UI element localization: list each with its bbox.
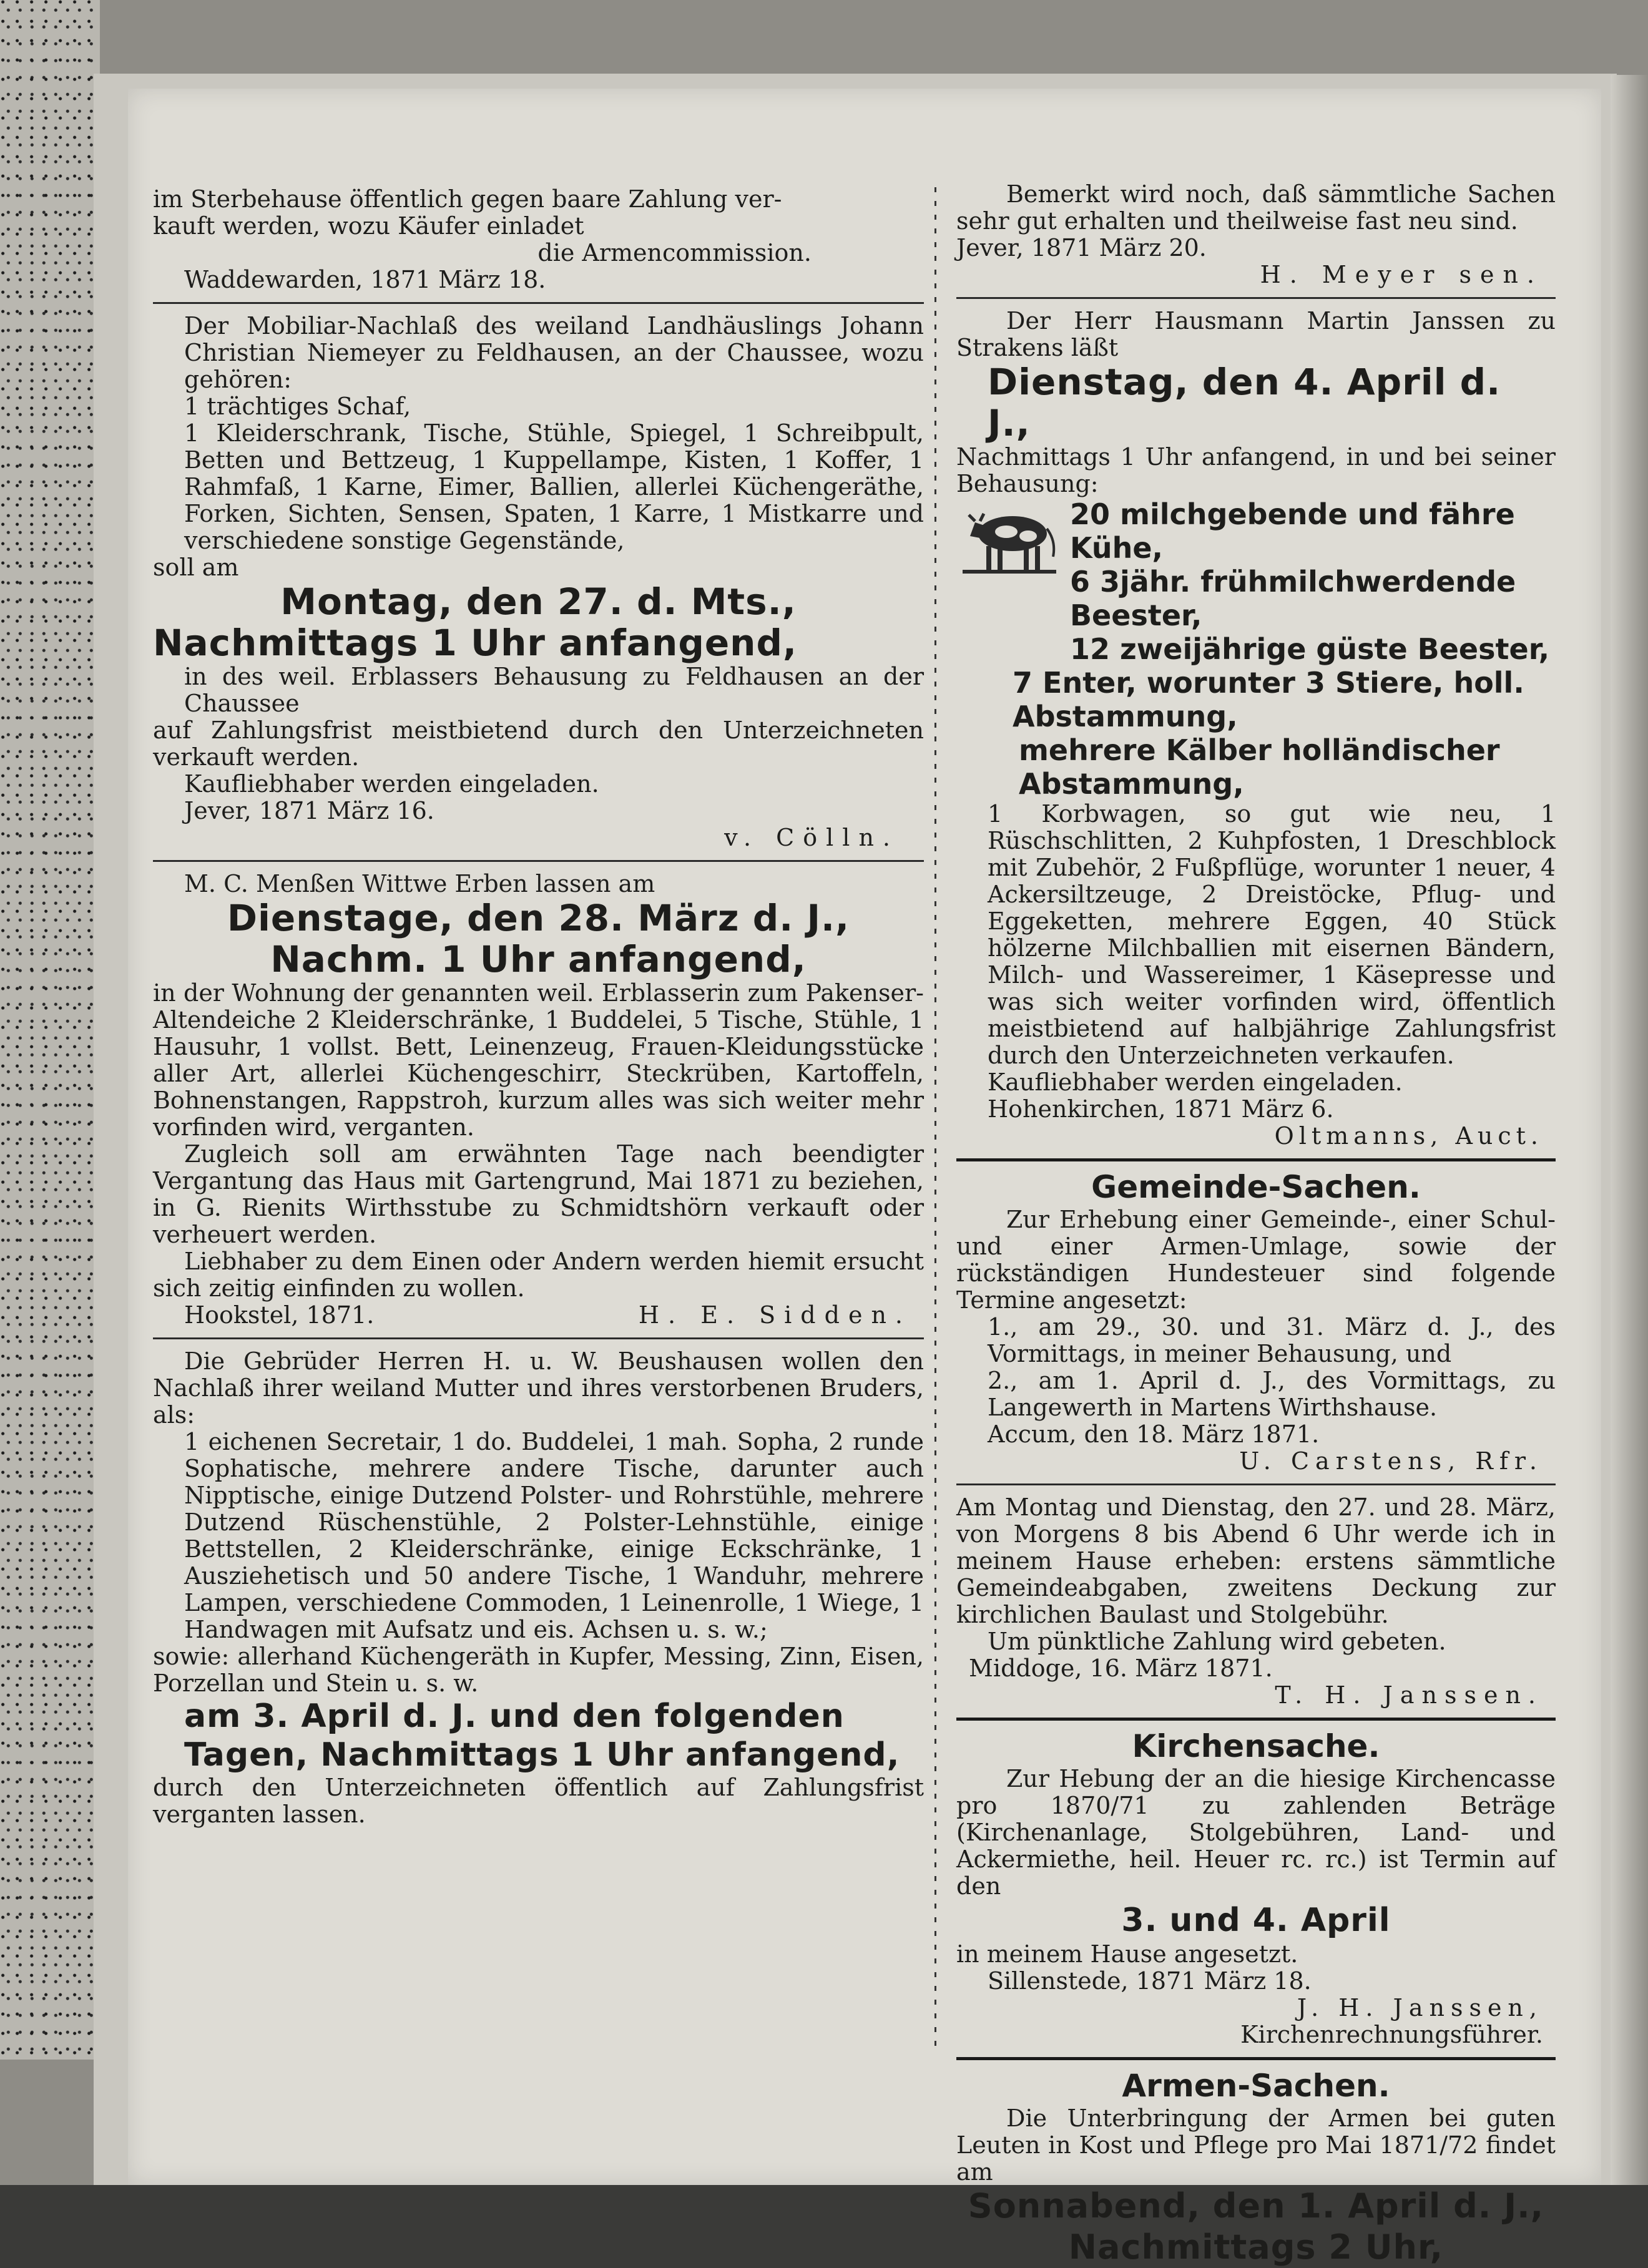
section-gemeinde (956, 1168, 1556, 1475)
ad-invite: Kaufliebhaber werden eingeladen. (184, 770, 599, 798)
section-armen (956, 2066, 1556, 2268)
ad-soll: soll am (153, 554, 239, 581)
ad-body: Liebhaber zu dem Einen oder Andern werden hiemit ersucht sich zeitig einfinden zu wollen. (153, 1248, 924, 1302)
ad-waddewarden (153, 186, 924, 293)
ad-date-headline: am 3. April d. J. und den folgenden Tagen, Nachmittags 1 Uhr anfangend, (184, 1698, 900, 1774)
ad-separator (956, 1483, 1556, 1485)
ad-intro: Die Gebrüder Herren H. u. W. Beushausen wollen den Nachlaß ihrer weiland Mutter und ihres verstorbenen Bruders, als: (153, 1347, 924, 1429)
section-body: Zur Hebung der an die hiesige Kirchencasse pro 1870/71 zu zahlenden Beträge (Kirchenanlage, Stolgebühren, Land- und Ackermiethe, heil. Heuer rc. rc.) ist Termin auf den (956, 1765, 1556, 1900)
ad-body: Am Montag und Dienstag, den 27. und 28. März, von Morgens 8 bis Abend 6 Uhr werde ich in meinem Hause erheben: erstens sämmtliche Gemeindeabgaben, zweitens Deckung zur kirchlichen Baulast und Stolgebühr. (956, 1493, 1556, 1628)
section-signer-title: Kirchenrechnungsführer. (1240, 2021, 1543, 2048)
ad-sowie: sowie: allerhand Küchengeräth in Kupfer, Messing, Zinn, Eisen, Porzellan und Stein u. s. w. (153, 1643, 924, 1697)
ad-intro: Der Mobiliar-Nachlaß des weiland Landhäuslings Johann Christian Niemeyer zu Feldhausen, an der Chaussee, wozu gehören: (184, 312, 924, 393)
ad-janssen-auction (956, 308, 1556, 1150)
ad-meyer (956, 181, 1556, 288)
ad-place-date: Hookstel, 1871. (184, 1301, 375, 1329)
ad-menssen (153, 871, 924, 1329)
section-date-headline: 3. und 4. April (1121, 1902, 1391, 1939)
section-after: in meinem Hause angesetzt. (956, 1940, 1298, 1968)
livestock-line: 6 3jähr. frühmilchwerdende Beester, (1070, 565, 1516, 632)
ad-body: in der Wohnung der genannten weil. Erblasserin zum Pakenser-Altendeiche 2 Kleiderschränke, 1 Buddelei, 5 Tische, Stühle, 1 Hausuhr, 1 vollst. Bett, Leinenzeug, Frauen-Kleidungsstücke aller Art, allerlei Küchengeschirr, Steckrüben, Kartoffeln, Bohnenstangen, Rappstroh, kurzum alles was sich weiter mehr vorfinden wird, verganten. (153, 979, 924, 1141)
section-kirche (956, 1727, 1556, 2048)
ad-signer: T. H. Janssen. (1275, 1681, 1543, 1709)
ad-middoge (956, 1494, 1556, 1709)
ad-separator (153, 1337, 924, 1339)
ad-separator (956, 297, 1556, 299)
section-term: 1., am 29., 30. und 31. März d. J., des Vormittags, in meiner Behausung, und (988, 1313, 1556, 1367)
ad-beushausen (153, 1348, 924, 1828)
section-term: 2., am 1. April d. J., des Vormittags, zu Langewerth in Martens Wirthshause. (988, 1367, 1556, 1421)
section-body: Zur Erhebung einer Gemeinde-, einer Schul- und einer Armen-Umlage, sowie der rückständigen Hundesteuer sind folgende Termine angesetzt: (956, 1206, 1556, 1314)
ad-items: 1 Korbwagen, so gut wie neu, 1 Rüschschlitten, 2 Kuhpfosten, 1 Dreschblock mit Zubehör, 2 Fußpflüge, worunter 1 neuer, 4 Ackersiltzeuge, 2 Dreistöcke, Pflug- und Eggeketten, mehrere Eggen, 40 Stück hölzerne Milchballien mit eisernen Bändern, Milch- und Wassereimer, 1 Käsepresse und was sich weiter vorfinden wird, öffentlich meistbietend auf halbjährige Zahlungsfrist durch den Unterzeichneten verkaufen. (988, 800, 1556, 1069)
ad-intro: Der Herr Hausmann Martin Janssen zu Strakens läßt (956, 307, 1556, 361)
section-separator (956, 2057, 1556, 2060)
livestock-line: 20 milchgebende und fähre Kühe, (1070, 497, 1515, 565)
section-date-headline: Sonnabend, den 1. April d. J., (968, 2186, 1544, 2226)
ad-place-date: Jever, 1871 März 16. (184, 797, 434, 824)
section-place-date: Sillenstede, 1871 März 18. (988, 1967, 1312, 1995)
ad-body: Um pünktliche Zahlung wird gebeten. (988, 1628, 1446, 1655)
ad-date-headline: Dienstag, den 4. April d. J., (988, 361, 1501, 444)
section-signer: J. H. Janssen, (1297, 1994, 1543, 2021)
ad-signer: H. Meyer sen. (1260, 261, 1543, 288)
section-body: Die Unterbringung der Armen bei guten Leuten in Kost und Pflege pro Mai 1871/72 findet am (956, 2104, 1556, 2186)
ad-signer: die Armencommission. (537, 239, 812, 266)
ad-body: Zugleich soll am erwähnten Tage nach beendigter Vergantung das Haus mit Gartengrund, Mai 1871 zu beziehen, in G. Rienits Wirthsstube zu Schmidtshörn verkauft oder verheuert werden. (153, 1140, 924, 1248)
cow-icon (956, 497, 1062, 579)
livestock-line: 12 zweijährige güste Beester, (1070, 632, 1550, 666)
section-heading: Kirchensache. (1132, 1728, 1380, 1764)
ad-intro: M. C. Menßen Wittwe Erben lassen am (184, 870, 655, 897)
section-separator (956, 1158, 1556, 1161)
ad-terms: durch den Unterzeichneten öffentlich auf Zahlungsfrist verganten lassen. (153, 1774, 924, 1828)
right-column (956, 181, 1556, 2268)
page-curl-shadow (1611, 75, 1648, 2185)
section-heading: Gemeinde-Sachen. (1091, 1169, 1421, 1205)
ad-place-date: Middoge, 16. März 1871. (969, 1655, 1273, 1682)
section-signer: U. Carstens, Rfr. (1239, 1447, 1543, 1475)
ad-time-headline: Nachmittags 1 Uhr anfangend, (153, 622, 798, 664)
ad-place-date: Jever, 1871 März 20. (956, 234, 1207, 262)
ad-separator (153, 302, 924, 304)
ad-signer: Oltmanns, Auct. (1274, 1122, 1543, 1150)
ad-time-headline: Nachm. 1 Uhr anfangend, (270, 938, 807, 980)
column-divider (934, 187, 936, 2053)
ad-line: im Sterbehause öffentlich gegen baare Zahlung ver- (153, 185, 782, 213)
section-place-date: Accum, den 18. März 1871. (988, 1420, 1320, 1448)
ad-time: Nachmittags 1 Uhr anfangend, in und bei seiner Behausung: (956, 443, 1556, 497)
ad-place-date: Hohenkirchen, 1871 März 6. (988, 1095, 1334, 1123)
section-time-headline: Nachmittags 2 Uhr, (1068, 2227, 1444, 2267)
ad-niemeyer (153, 313, 924, 851)
ad-item: 1 Kleiderschrank, Tische, Stühle, Spiegel, 1 Schreibpult, Betten und Bettzeug, 1 Kuppellampe, Kisten, 1 Koffer, 1 Rahmfaß, 1 Karne, Eimer, Ballien, allerlei Küchengeräthe, Forken, Sichten, Sensen, Spaten, 1 Karre, 1 Mistkarre und verschiedene sonstige Gegenstände, (184, 419, 924, 554)
ad-items: 1 eichenen Secretair, 1 do. Buddelei, 1 mah. Sopha, 2 runde Sophatische, mehrere andere Tische, darunter auch Nipptische, einige Dutzend Polster- und Rohrstühle, mehrere Dutzend Rüschenstühle, 2 Polster-Lehnstühle, einige Bettstellen, 2 Kleiderschränke, einige Eckschränke, 1 Ausziehetisch und 50 andere Tische, 1 Wanduhr, mehrere Lampen, verschiedene Commoden, 1 Leinenrolle, 1 Wiege, 1 Handwagen mit Aufsatz und eis. Achsen u. s. w.; (184, 1428, 924, 1643)
ad-terms: auf Zahlungsfrist meistbietend durch den Unterzeichneten verkauft werden. (153, 716, 924, 771)
section-separator (956, 1718, 1556, 1721)
livestock-line: mehrere Kälber holländischer Abstammung, (1019, 733, 1500, 801)
left-column (153, 186, 924, 1828)
speckled-book-edge (0, 0, 100, 2060)
ad-date-headline: Dienstage, den 28. März d. J., (227, 897, 850, 939)
ad-invite: Kaufliebhaber werden eingeladen. (988, 1068, 1403, 1096)
ad-location: in des weil. Erblassers Behausung zu Feldhausen an der Chaussee (184, 663, 924, 717)
ad-signer: H. E. Sidden. (638, 1301, 911, 1329)
ad-item: 1 trächtiges Schaf, (184, 393, 411, 420)
ad-body: Bemerkt wird noch, daß sämmtliche Sachen sehr gut erhalten und theilweise fast neu sind. (956, 180, 1556, 235)
section-heading: Armen-Sachen. (1122, 2068, 1390, 2104)
ad-place-date: Waddewarden, 1871 März 18. (184, 266, 546, 293)
ad-date-headline: Montag, den 27. d. Mts., (280, 580, 797, 623)
ad-separator (153, 860, 924, 862)
ad-signer: v. Cölln. (724, 824, 899, 851)
livestock-line: 7 Enter, worunter 3 Stiere, holl. Abstammung, (1013, 666, 1524, 733)
ad-line: kauft werden, wozu Käufer einladet (153, 212, 584, 240)
